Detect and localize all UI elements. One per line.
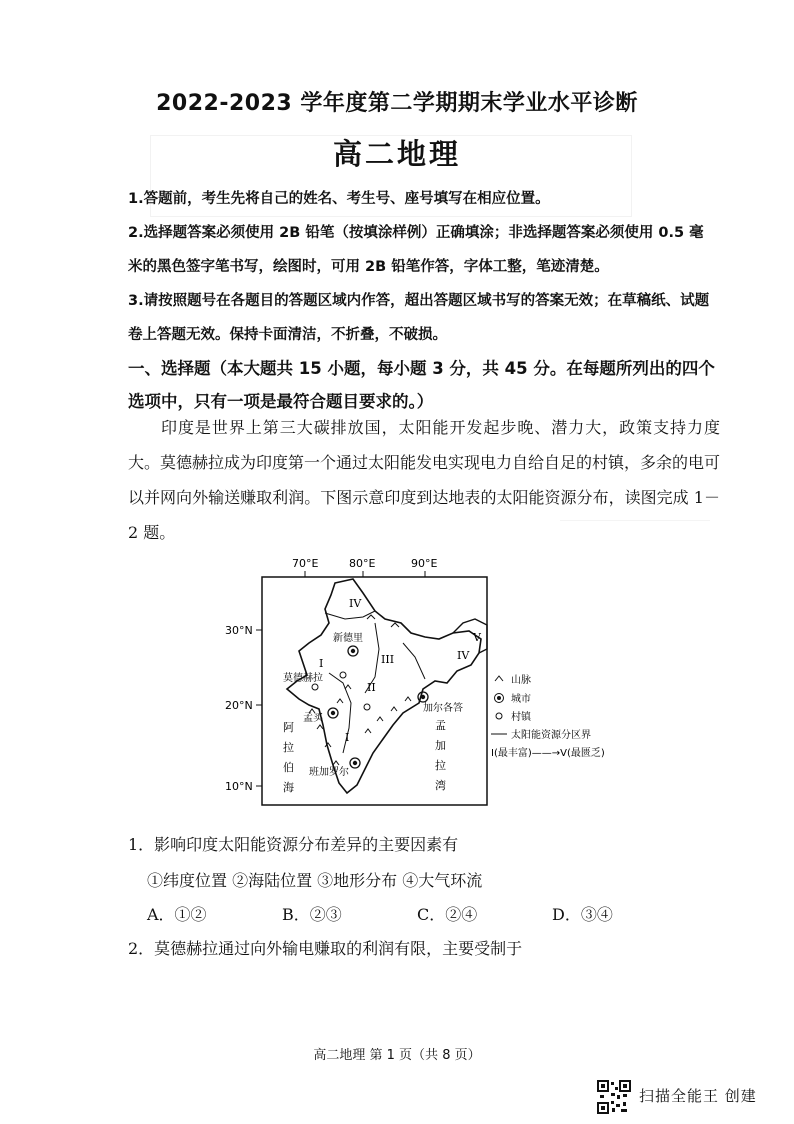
village-modhera bbox=[312, 684, 318, 690]
city-bangalore bbox=[350, 758, 360, 768]
instruction-3: 3.请按照题号在各题目的答题区域内作答，超出答题区域书写的答案无效；在草稿纸、试题卷上答题无效。保持卡面清洁，不折叠，不破损。 bbox=[128, 293, 710, 343]
option-d: D．③④ bbox=[552, 905, 613, 924]
option-b: B．②③ bbox=[282, 905, 342, 924]
instruction-1: 1.答题前，考生先将自己的姓名、考生号、座号填写在相应位置。 bbox=[128, 191, 550, 207]
zone-II: II bbox=[367, 681, 376, 694]
page-footer: 高二地理 第 1 页（共 8 页） bbox=[313, 1048, 481, 1063]
label-delhi: 新德里 bbox=[333, 633, 363, 644]
instruction-2: 2.选择题答案必须使用 2B 铅笔（按填涂样例）正确填涂；非选择题答案必须使用 0.5 毫米的黑色签字笔书写，绘图时，可用 2B 铅笔作答，字体工整，笔迹清楚。 bbox=[128, 225, 704, 275]
reading-passage: 印度是世界上第三大碳排放国，太阳能开发起步晚、潜力大，政策支持力度大。莫德赫拉成为印度第一个通过太阳能发电实现电力自给自足的村镇，多余的电可以并网向外输送赚取利润。下图示意印度到达地表的太阳能资源分布，读图完成 1－2 题。 bbox=[128, 418, 721, 542]
qr-code-icon bbox=[597, 1080, 631, 1114]
zone-I-west: I bbox=[319, 657, 324, 670]
option-c: C．②④ bbox=[417, 905, 478, 924]
zone-V: V bbox=[473, 631, 481, 644]
city-mumbai bbox=[328, 708, 338, 718]
label-kolkata: 加尔各答 bbox=[423, 703, 463, 714]
map-legend bbox=[491, 673, 605, 759]
svg-text:山脉: 山脉 bbox=[511, 675, 531, 686]
question-1-options bbox=[147, 902, 687, 925]
label-mumbai: 孟买 bbox=[303, 713, 323, 724]
svg-text:阿: 阿 bbox=[283, 721, 294, 734]
zone-I-south: I bbox=[345, 731, 350, 744]
northeast-outline bbox=[453, 619, 487, 653]
exam-title: 2022-2023 学年度第二学期期末学业水平诊断 bbox=[156, 91, 638, 116]
label-bay-of-bengal bbox=[435, 719, 446, 792]
instructions bbox=[128, 182, 718, 352]
svg-text:海: 海 bbox=[283, 781, 294, 794]
zone-IV-north: IV bbox=[349, 597, 362, 610]
svg-text:拉: 拉 bbox=[435, 759, 446, 772]
section-heading: 一、选择题（本大题共 15 小题，每小题 3 分，共 45 分。在每题所列出的四个选项中，只有一项是最符合题目要求的。） bbox=[128, 359, 715, 411]
lat-20: 20°N bbox=[225, 699, 253, 712]
lon-90: 90°E bbox=[411, 557, 438, 570]
lat-10: 10°N bbox=[225, 780, 253, 793]
svg-text:孟: 孟 bbox=[435, 719, 446, 732]
svg-text:湾: 湾 bbox=[435, 779, 446, 792]
zone-IV-east: IV bbox=[457, 649, 470, 662]
india-solar-map bbox=[225, 553, 615, 808]
svg-text:城市: 城市 bbox=[511, 694, 531, 705]
scanner-watermark: 扫描全能王 创建 bbox=[639, 1087, 757, 1105]
question-2-stem: 2．莫德赫拉通过向外输电赚取的利润有限，主要受制于 bbox=[128, 939, 523, 958]
legend-mountain-icon bbox=[495, 676, 503, 681]
city-delhi bbox=[348, 646, 358, 656]
question-1-factors: ①纬度位置 ②海陆位置 ③地形分布 ④大气环流 bbox=[147, 871, 483, 890]
lat-30: 30°N bbox=[225, 624, 253, 637]
label-arabian-sea bbox=[283, 721, 294, 794]
city-kolkata bbox=[418, 692, 428, 702]
zone-III: III bbox=[381, 653, 395, 666]
svg-text:加: 加 bbox=[435, 739, 446, 752]
village-3 bbox=[340, 672, 346, 678]
svg-text:拉: 拉 bbox=[283, 741, 294, 754]
subject-title: 高二地理 bbox=[332, 137, 461, 171]
svg-text:村镇: 村镇 bbox=[511, 712, 531, 723]
svg-text:I(最丰富)——→V(最匮乏): I(最丰富)——→V(最匮乏) bbox=[491, 748, 605, 759]
question-1-stem: 1．影响印度太阳能资源分布差异的主要因素有 bbox=[128, 835, 459, 854]
svg-text:太阳能资源分区界: 太阳能资源分区界 bbox=[511, 730, 591, 741]
option-a: A．①② bbox=[147, 905, 207, 924]
lon-80: 80°E bbox=[349, 557, 376, 570]
village-2 bbox=[364, 704, 370, 710]
label-bangalore: 班加罗尔 bbox=[309, 767, 349, 778]
lon-70: 70°E bbox=[292, 557, 319, 570]
zone-boundary-4 bbox=[403, 643, 425, 679]
legend-village-icon bbox=[496, 713, 502, 719]
label-modhera: 莫德赫拉 bbox=[283, 673, 323, 684]
svg-text:伯: 伯 bbox=[283, 761, 294, 774]
